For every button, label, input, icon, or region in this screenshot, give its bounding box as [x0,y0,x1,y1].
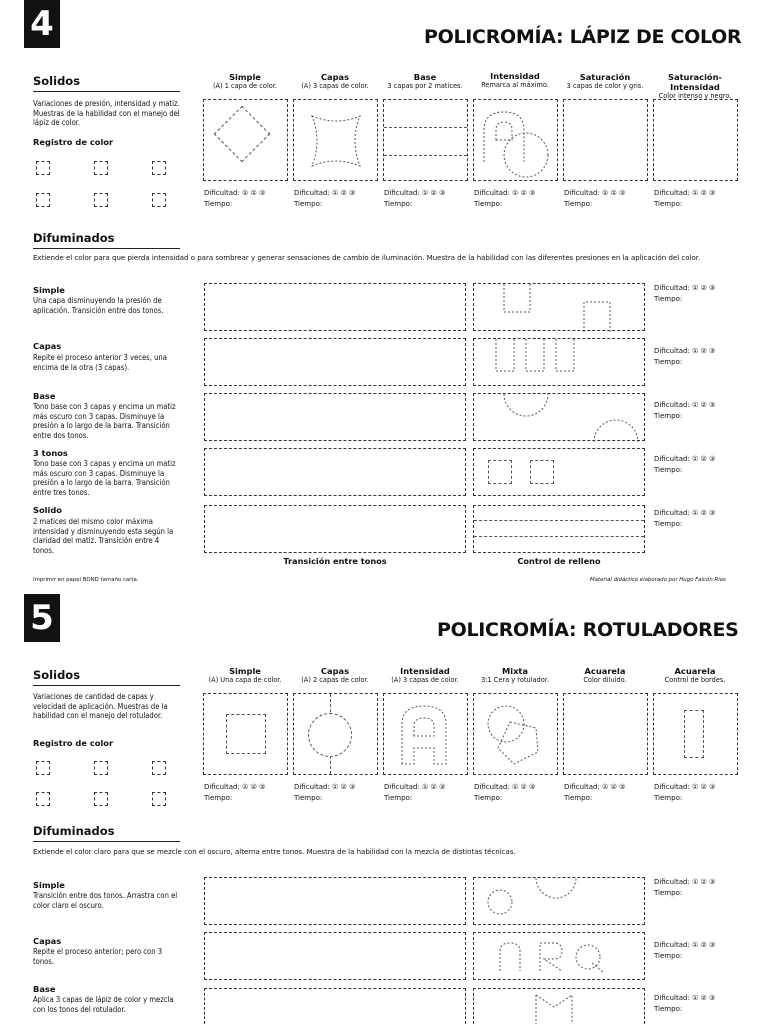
fill-control-box[interactable] [473,877,645,925]
gradient-bar[interactable] [204,505,466,553]
caption-transition: Transición entre tonos [283,556,387,566]
gradient-bar[interactable] [204,877,466,925]
square-shape [226,714,266,754]
color-swatch[interactable] [36,193,50,207]
difficulty-time-meta: Dificultad: ① ② ③ Tiempo: [654,878,716,897]
column-header: Intensidad (A) 3 capas de color. [391,666,459,684]
color-swatch[interactable] [36,161,50,175]
column-header: Acuarela Color diluido. [583,666,627,684]
difficulty-time-meta: Dificultad: ① ② ③ Tiempo: [294,189,356,208]
row-title: Base [33,984,56,994]
gradient-bar[interactable] [204,988,466,1024]
practice-box[interactable] [383,693,468,775]
practice-box[interactable] [293,693,378,775]
footer-print-note: Imprimir en papel BOND tamaño carta. [33,577,139,583]
column-header: Mixta 3:1 Cera y rotulador. [481,666,549,684]
solidos-title: Solidos [33,668,180,686]
section-number-badge: 4 [24,0,60,48]
mixed-shape [474,694,559,776]
fill-control-box[interactable] [473,338,645,386]
column-header: Simple (A) 1 capa de color. [212,72,278,90]
row-title: 3 tonos [33,448,68,458]
diamond-shape [214,106,271,163]
color-swatch[interactable] [94,161,108,175]
difficulty-time-meta: Dificultad: ① ② ③ Tiempo: [654,284,716,303]
practice-box[interactable] [563,99,648,181]
difficulty-time-meta: Dificultad: ① ② ③ Tiempo: [654,994,716,1013]
row-title: Simple [33,880,65,890]
practice-box[interactable] [473,693,558,775]
fill-control-box[interactable] [473,988,645,1024]
gradient-bar[interactable] [204,338,466,386]
color-register-label: Registro de color [33,738,114,748]
solidos-description: Variaciones de presión, intensidad y matiz. Muestras de la habilidad con el manejo del lápiz de color. [33,99,180,128]
square-shape [488,460,512,484]
color-swatch[interactable] [94,761,108,775]
color-swatch[interactable] [36,761,50,775]
page-title: POLICROMÍA: LÁPIZ DE COLOR [424,26,742,48]
difficulty-time-meta: Dificultad: ① ② ③ Tiempo: [384,189,446,208]
practice-box[interactable] [563,693,648,775]
circle-shape [308,713,352,757]
star-shape [294,100,379,182]
difficulty-time-meta: Dificultad: ① ② ③ Tiempo: [204,783,266,802]
rectangle-shape [684,710,704,758]
fill-shape [474,989,646,1024]
row-description: Aplica 3 capas de lápiz de color y mezcla con los tonos del rotulador. [33,995,174,1014]
guide-line [384,155,467,156]
color-swatch[interactable] [94,193,108,207]
section-number-badge: 5 [24,594,60,642]
row-description: Una capa disminuyendo la presión de aplicación. Transición entre dos tonos. [33,296,164,315]
guide-line [474,520,644,521]
row-description: Transición entre dos tonos. Arrastra con el color claro el oscuro. [33,891,178,910]
fill-shape [474,878,646,926]
gradient-bar[interactable] [204,448,466,496]
row-description: 2 matices del mismo color máxima intensidad y disminuyendo esta según la claridad del matiz. Transición entre 4 tonos. [33,517,174,555]
practice-box[interactable] [653,693,738,775]
column-header: Capas (A) 3 capas de color. [301,72,369,90]
letter-a-shape [474,100,559,182]
difficulty-time-meta: Dificultad: ① ② ③ Tiempo: [474,783,536,802]
fill-shape [474,339,646,387]
practice-box[interactable] [203,693,288,775]
difficulty-time-meta: Dificultad: ① ② ③ Tiempo: [654,941,716,960]
row-title: Solido [33,505,63,515]
solidos-title: Solidos [33,74,180,92]
column-header: Saturación-Intensidad Color intenso y negro. [658,72,732,100]
column-header: Intensidad Remarca al máximo. [481,71,549,89]
row-description: Repite el proceso anterior; pero con 3 tonos. [33,947,163,966]
color-swatch[interactable] [94,792,108,806]
fill-shape [474,284,646,332]
column-header: Acuarela Control de bordes. [664,666,726,684]
column-header: Capas (A) 2 capas de color. [301,666,369,684]
row-title: Base [33,391,56,401]
difuminados-title: Difuminados [33,231,180,249]
practice-box[interactable] [653,99,738,181]
color-swatch[interactable] [36,792,50,806]
difficulty-time-meta: Dificultad: ① ② ③ Tiempo: [474,189,536,208]
practice-box[interactable] [293,99,378,181]
fill-control-box[interactable] [473,393,645,441]
gradient-bar[interactable] [204,283,466,331]
color-swatch[interactable] [152,792,166,806]
row-title: Capas [33,936,62,946]
difficulty-time-meta: Dificultad: ① ② ③ Tiempo: [564,783,626,802]
practice-box[interactable] [203,99,288,181]
letters-arq-shape [474,933,646,981]
fill-control-box[interactable] [473,505,645,553]
color-register-label: Registro de color [33,137,114,147]
column-header: Saturación 3 capas de color y gris. [566,72,644,90]
page-title: POLICROMÍA: ROTULADORES [437,619,739,641]
row-title: Simple [33,285,65,295]
caption-fill: Control de relleno [517,556,601,566]
color-swatch[interactable] [152,193,166,207]
row-title: Capas [33,341,62,351]
column-header: Base 3 capas por 2 matices. [387,72,463,90]
column-header: Simple (A) Una capa de color. [208,666,282,684]
difficulty-time-meta: Dificultad: ① ② ③ Tiempo: [654,189,716,208]
guide-line [384,127,467,128]
difuminados-intro: Extiende el color para que pierda intensidad o para sombrear y generar sensaciones de cambio de iluminación. Muestra de la habilidad con las diferentes presiones en la aplicación del color. [33,254,701,262]
solidos-description: Variaciones de cantidad de capas y velocidad de aplicación. Muestras de la habilidad con el manejo del rotulador. [33,692,168,721]
practice-box[interactable] [473,99,558,181]
practice-box[interactable] [383,99,468,181]
footer-credit: Material didáctico elaborado por Hugo Falcón Ríos [590,577,726,583]
difficulty-time-meta: Dificultad: ① ② ③ Tiempo: [654,509,716,528]
fill-control-box[interactable] [473,932,645,980]
difficulty-time-meta: Dificultad: ① ② ③ Tiempo: [294,783,356,802]
difficulty-time-meta: Dificultad: ① ② ③ Tiempo: [384,783,446,802]
color-swatch[interactable] [152,761,166,775]
difficulty-time-meta: Dificultad: ① ② ③ Tiempo: [654,401,716,420]
difuminados-title: Difuminados [33,824,180,842]
difficulty-time-meta: Dificultad: ① ② ③ Tiempo: [654,347,716,366]
row-description: Repite el proceso anterior 3 veces, una encima de la otra (3 capas). [33,353,167,372]
difficulty-time-meta: Dificultad: ① ② ③ Tiempo: [654,783,716,802]
letter-a-shape [384,694,469,776]
row-description: Tono base con 3 capas y encima un matiz más oscuro con 3 capas. Disminuye la presión a lo largo de la barra. Transición entre tres tonos. [33,459,176,497]
square-shape [530,460,554,484]
row-description: Tono base con 3 capas y encima un matiz más oscuro con 3 capas. Disminuye la presión a lo largo de la barra. Transición entre dos tonos. [33,402,176,440]
difficulty-time-meta: Dificultad: ① ② ③ Tiempo: [204,189,266,208]
difuminados-intro: Extiende el color claro para que se mezcle con el oscuro, alterna entre tonos. Muestra de la habilidad con la mezcla de distintas técnicas. [33,848,516,856]
difficulty-time-meta: Dificultad: ① ② ③ Tiempo: [564,189,626,208]
gradient-bar[interactable] [204,393,466,441]
gradient-bar[interactable] [204,932,466,980]
fill-control-box[interactable] [473,448,645,496]
fill-shape [474,394,646,442]
difficulty-time-meta: Dificultad: ① ② ③ Tiempo: [654,455,716,474]
fill-control-box[interactable] [473,283,645,331]
color-swatch[interactable] [152,161,166,175]
guide-line [474,536,644,537]
